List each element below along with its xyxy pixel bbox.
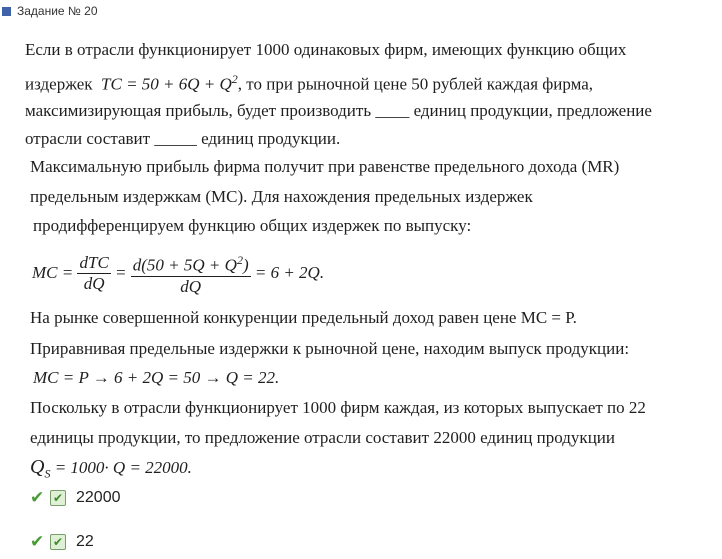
checkbox-checked[interactable] [50, 534, 66, 550]
eq3-q: Q [30, 456, 45, 478]
answer-value: 22 [76, 533, 94, 550]
solution-line-2: предельным издержкам (МС). Для нахождения предельных издержек [30, 187, 533, 206]
question-line-3: максимизирующая прибыль, будет производить ____ единиц продукции, предложение [25, 101, 652, 120]
solution-line-1: Максимальную прибыль фирма получит при равенстве предельного дохода (MR) [30, 157, 620, 176]
tc-formula-exponent: 2 [231, 72, 238, 86]
eq1-equals: = [115, 263, 127, 283]
check-icon: ✔ [30, 488, 45, 508]
answer-value: 22000 [76, 489, 121, 506]
checkbox-checked[interactable] [50, 490, 66, 506]
supply-equation [30, 457, 192, 483]
numerator-close: ) [242, 255, 249, 275]
eq1-rhs: = 6 + 2Q. [254, 263, 325, 283]
solution-line-6: Поскольку в отрасли функционирует 1000 фирм каждая, из которых выпускает по 22 [30, 398, 646, 417]
checkbox-tick-icon: ✔ [52, 535, 64, 549]
numerator-text: d(50 + 5Q + Q [132, 255, 237, 275]
question-line-2-prefix: издержек [25, 74, 93, 94]
solution-line-3: продифференцируем функцию общих издержек по выпуску: [33, 216, 472, 235]
checkbox-tick-icon: ✔ [52, 491, 64, 505]
task-title: Задание № 20 [17, 4, 98, 18]
answer-row-2 [30, 532, 94, 552]
derivative-equation [32, 250, 324, 297]
fraction-denominator: dQ [83, 273, 105, 293]
question-line-2-suffix: , то при рыночной цене 50 рублей каждая фирма, [237, 74, 594, 94]
eq3-rhs: = 1000· Q = 22000. [50, 458, 192, 477]
solution-line-4: На рынке совершенной конкуренции предельный доход равен цене МС = Р. [30, 308, 577, 327]
fraction-dtc-dq [77, 253, 110, 294]
solution-line-5: Приравнивая предельные издержки к рыночной цене, находим выпуск продукции: [30, 339, 630, 358]
tc-formula: TC = 50 + 6Q + Q [101, 74, 232, 94]
equilibrium-equation: MC = P → 6 + 2Q = 50 → Q = 22. [33, 368, 280, 387]
bullet-square-icon [2, 7, 11, 16]
answer-row-1 [30, 488, 121, 508]
eq3-subscript: S [44, 466, 51, 481]
numerator-exponent: 2 [236, 253, 243, 267]
question-line-2 [25, 69, 593, 95]
fraction-numerator: dTC [79, 252, 109, 272]
question-line-4: отрасли составит _____ единиц продукции. [25, 129, 341, 148]
fraction-denominator-2: dQ [180, 276, 202, 296]
question-line-1: Если в отрасли функционирует 1000 одинаковых фирм, имеющих функцию общих [25, 40, 627, 59]
check-icon: ✔ [30, 532, 45, 552]
task-header [2, 3, 98, 19]
fraction-numerator-2 [131, 250, 251, 277]
fraction-derivative [131, 250, 251, 297]
eq1-lhs: MC = [32, 263, 74, 283]
solution-line-7: единицы продукции, то предложение отрасли составит 22000 единиц продукции [30, 428, 615, 447]
